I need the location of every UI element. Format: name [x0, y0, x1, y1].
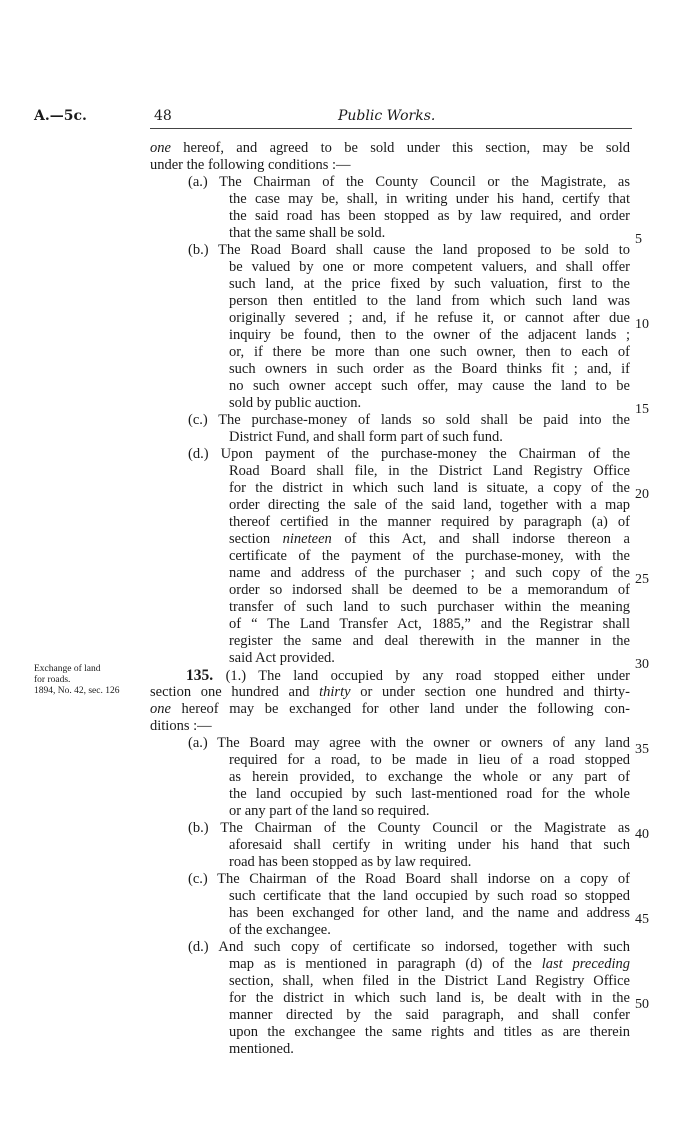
line-number: 45 — [635, 912, 649, 927]
text-line: (d.) Upon payment of the purchase-money the Chairman of the — [188, 446, 630, 462]
text-line: as herein provided, to exchange the whole or any part of — [229, 769, 630, 785]
text-line: the land occupied by such last-mentioned road for the whole — [229, 786, 630, 802]
text-line: originally severed ; and, if he refuse it, or cannot after due — [229, 310, 630, 326]
text-line: section one hundred and thirty or under section one hundred and thirty- — [150, 684, 630, 700]
text-line: (b.) The Road Board shall cause the land proposed to be sold to — [188, 242, 630, 258]
text-line: mentioned. — [229, 1041, 294, 1057]
text-line: section nineteen of this Act, and shall indorse thereon a — [229, 531, 630, 547]
text-line: the case may be, shall, in writing under his hand, certify that — [229, 191, 630, 207]
text-line: road has been stopped as by law required. — [229, 854, 472, 870]
text-line: no such owner accept such offer, may cause the land to be — [229, 378, 630, 394]
header-rule — [150, 128, 632, 129]
text-line: under the following conditions :— — [150, 157, 351, 173]
text-line: said Act provided. — [229, 650, 335, 666]
line-number: 15 — [635, 402, 649, 417]
text-line: (b.) The Chairman of the County Council or the Magistrate as — [188, 820, 630, 836]
text-line: name and address of the purchaser ; and such copy of the — [229, 565, 630, 581]
text-line: such certificate that the land occupied by such road so stopped — [229, 888, 630, 904]
text-line: order directing the sale of the said land, together with a map — [229, 497, 630, 513]
text-line: be valued by one or more competent valuers, and shall offer — [229, 259, 630, 275]
text-line: ditions :— — [150, 718, 212, 734]
text-line: (c.) The purchase-money of lands so sold shall be paid into the — [188, 412, 630, 428]
text-line: upon the exchangee the same rights and titles as are therein — [229, 1024, 630, 1040]
section-heading-line: 135. (1.) The land occupied by any road stopped either under — [186, 667, 630, 684]
text-line: sold by public auction. — [229, 395, 362, 411]
text-line: of the exchangee. — [229, 922, 331, 938]
line-number: 30 — [635, 657, 649, 672]
text-line: (d.) And such copy of certificate so indorsed, together with such — [188, 939, 630, 955]
document-reference: A.—5c. — [34, 108, 87, 124]
text-line: one hereof may be exchanged for other land under the following con- — [150, 701, 630, 717]
text-line: inquiry be found, then to the owner of the adjacent lands ; — [229, 327, 630, 343]
line-number: 25 — [635, 572, 649, 587]
text-line: transfer of such land to such purchaser within the meaning — [229, 599, 630, 615]
text-line: map as is mentioned in paragraph (d) of the last preceding — [229, 956, 630, 972]
text-line: of “ The Land Transfer Act, 1885,” and the Registrar shall — [229, 616, 630, 632]
text-line: or, if there be more than one such owner, then to each of — [229, 344, 630, 360]
text-line: the said road has been stopped as by law required, and order — [229, 208, 630, 224]
text-line: (c.) The Chairman of the Road Board shall indorse on a copy of — [188, 871, 630, 887]
margin-note — [34, 664, 154, 697]
text-line: order so indorsed shall be deemed to be a memorandum of — [229, 582, 630, 598]
text-line: for the district in which such land is, be dealt with in the — [229, 990, 630, 1006]
text-line: register the same and deal therewith in the manner in the — [229, 633, 630, 649]
text-line: that the same shall be sold. — [229, 225, 386, 241]
line-number: 5 — [635, 232, 642, 247]
line-number: 35 — [635, 742, 649, 757]
text-line: such land, at the price fixed by such valuation, first to the — [229, 276, 630, 292]
text-line: or any part of the land so required. — [229, 803, 430, 819]
text-line: has been exchanged for other land, and the name and address — [229, 905, 630, 921]
text-line: such owners in such order as the Board thinks fit ; and, if — [229, 361, 630, 377]
text-line: (a.) The Chairman of the County Council or the Magistrate, as — [188, 174, 630, 190]
margin-note-line: 1894, No. 42, sec. 126 — [34, 686, 120, 696]
text-line: for the district in which such land is situate, a copy of the — [229, 480, 630, 496]
margin-note-line: for roads. — [34, 675, 71, 685]
line-number: 20 — [635, 487, 649, 502]
text-line: certificate of the payment of the purchase-money, with the — [229, 548, 630, 564]
text-line: thereof certified in the manner required by paragraph (a) of — [229, 514, 630, 530]
line-number: 50 — [635, 997, 649, 1012]
text-line: required for a road, to be made in lieu of a road stopped — [229, 752, 630, 768]
text-line: aforesaid shall certify in writing under his hand that such — [229, 837, 630, 853]
line-number: 10 — [635, 317, 649, 332]
text-line: (a.) The Board may agree with the owner or owners of any land — [188, 735, 630, 751]
text-line: one hereof, and agreed to be sold under this section, may be sold — [150, 140, 630, 156]
page-number: 48 — [154, 108, 172, 124]
text-line: person then entitled to the land from which such land was — [229, 293, 630, 309]
line-number: 40 — [635, 827, 649, 842]
running-title: Public Works. — [338, 108, 436, 124]
margin-note-line: Exchange of land — [34, 664, 101, 674]
page-header — [34, 108, 634, 130]
text-line: Road Board shall file, in the District Land Registry Office — [229, 463, 630, 479]
text-line: section, shall, when filed in the District Land Registry Office — [229, 973, 630, 989]
text-line: District Fund, and shall form part of such fund. — [229, 429, 503, 445]
text-line: manner directed by the said paragraph, and shall confer — [229, 1007, 630, 1023]
